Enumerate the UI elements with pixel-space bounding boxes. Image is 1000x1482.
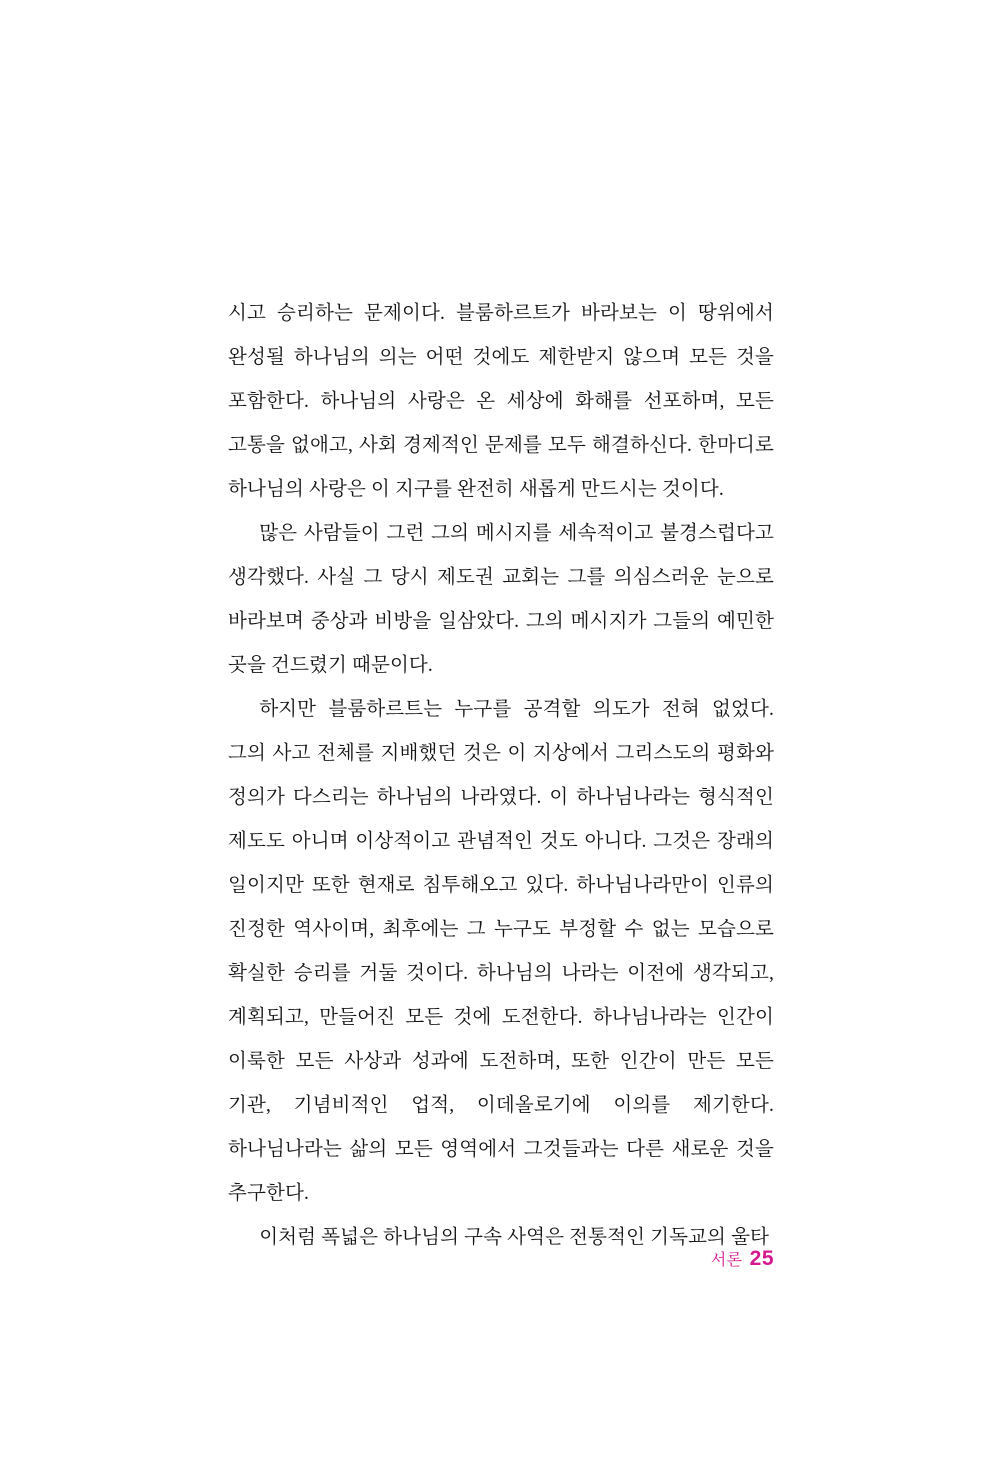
footer-section-label: 서론 [710, 1252, 743, 1269]
body-text-column [228, 292, 774, 1260]
paragraph: 많은 사람들이 그런 그의 메시지를 세속적이고 불경스럽다고 생각했다. 사실 그 당시 제도권 교회는 그를 의심스러운 눈으로 바라보며 중상과 비방을 일삼았다. 그의 메시지가 그들의 예민한 곳을 건드렸기 때문이다. [228, 523, 774, 676]
paragraph: 하지만 블룸하르트는 누구를 공격할 의도가 전혀 없었다. 그의 사고 전체를 지배했던 것은 이 지상에서 그리스도의 평화와 정의가 다스리는 하나님의 나라였다. 이 하나님나라는 형식적인 제도도 아니며 이상적이고 관념적인 것도 아니다. 그것은 장래의 일이지만 또한 현재로 침투해오고 있다. 하나님나라만이 인류의 진정한 역사이며, 최후에는 그 누구도 부정할 수 없는 모습으로 확실한 승리를 거둘 것이다. 하나님의 나라는 이전에 생각되고, 계획되고, 만들어진 모든 것에 도전한다. 하나님나라는 인간이 이룩한 모든 사상과 성과에 도전하며, 또한 인간이 만든 모든 기관, 기념비적인 업적, 이데올로기에 이의를 제기한다. 하나님나라는 삶의 모든 영역에서 그것들과는 다른 새로운 것을 추구한다. [228, 699, 774, 1204]
page-footer [228, 1248, 774, 1269]
paragraph: 시고 승리하는 문제이다. 블룸하르트가 바라보는 이 땅위에서 완성될 하나님의 의는 어떤 것에도 제한받지 않으며 모든 것을 포함한다. 하나님의 사랑은 온 세상에 화해를 선포하며, 모든 고통을 없애고, 사회 경제적인 문제를 모두 해결하신다. 한마디로 하나님의 사랑은 이 지구를 완전히 새롭게 만드시는 것이다. [228, 303, 774, 500]
paragraph: 이처럼 폭넓은 하나님의 구속 사역은 전통적인 기독교의 울타 [259, 1227, 770, 1248]
page-number: 25 [749, 1247, 774, 1270]
